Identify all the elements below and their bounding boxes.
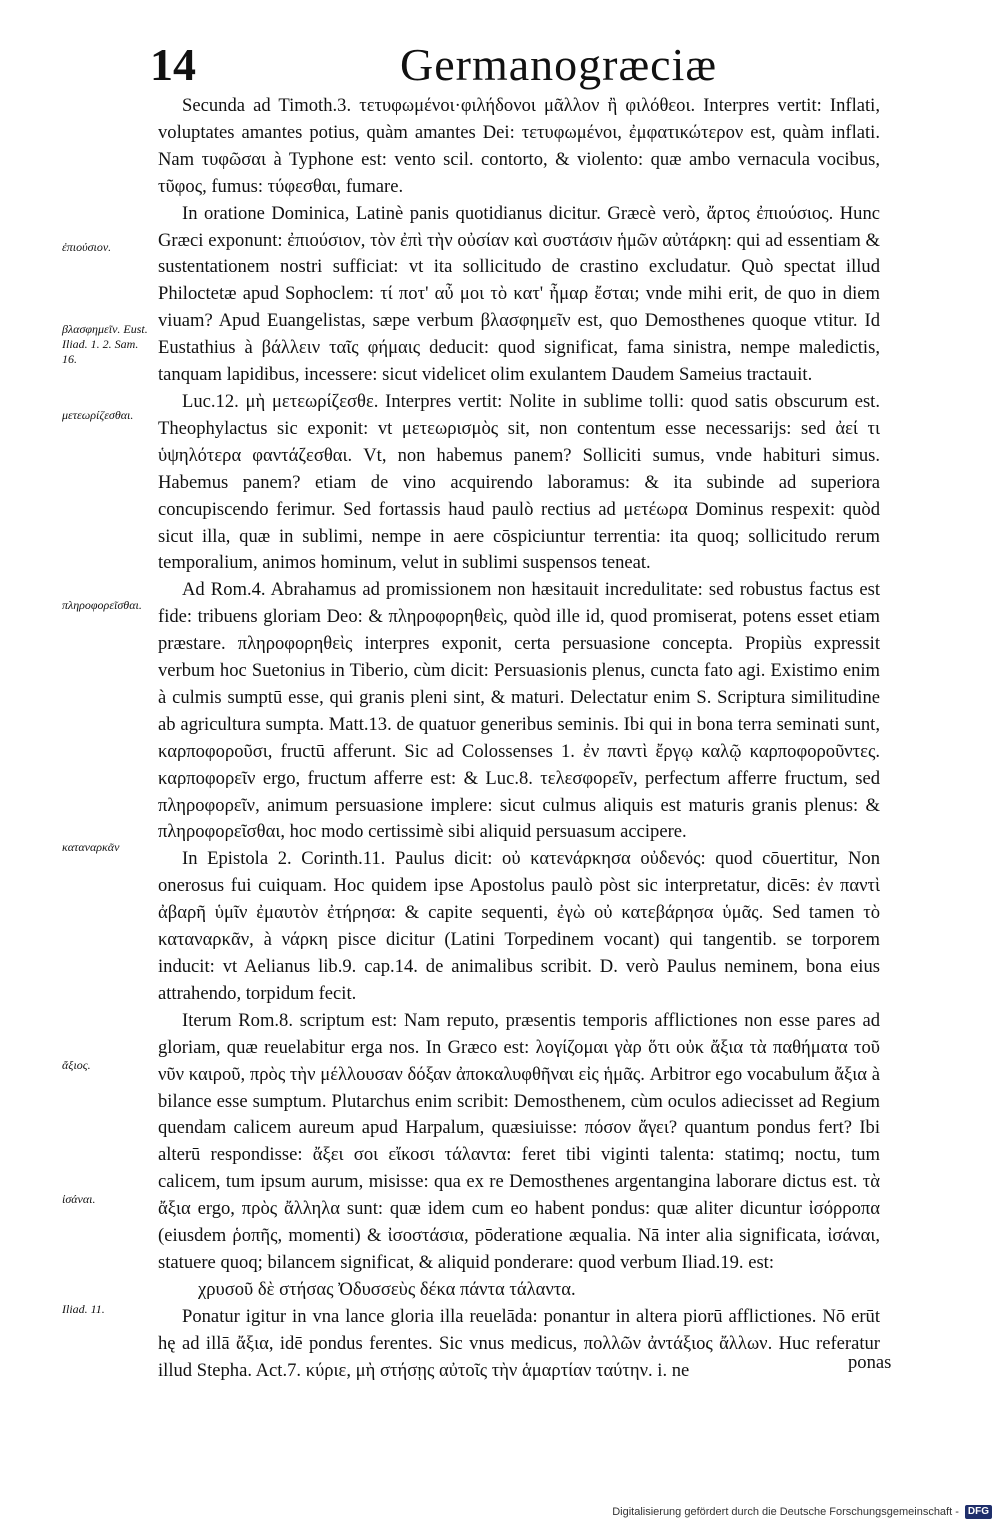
paragraph: Iterum Rom.8. scriptum est: Nam reputo, præsentis temporis afflictiones non esse pares ad gloriam, quæ reuelabitur erga nos. In Græco est: λογίζομαι γὰρ ὅτι οὐκ ἄξια τὰ παθήματα τοῦ νῦν καιροῦ, πρὸς τὴν μέλλουσαν δόξαν ἀποκαλυφθῆναι εἰς ἡμᾶς. Arbitror ego vocabulum ἄξια à bilance esse sumptum. Plutarchus enim scribit: Demosthenem, cùm oculos adiecisset ad Regium quendam calicem aureum apud Harpalum, quæsiuisse: πόσον ἄγει? quantum pondus fert? Ibi alterū respondisse: ἄξει σοι εἴκοσι τάλαντα: feret tibi viginti talenta: statimq; noctu, tum calicem, tum ipsum aurum, misisse: qua ex re Demosthenes argentangina laborare dictus est. τὰ ἄξια ergo, πρὸς ἄλληλα sunt: quæ idem cum eo habent pondus: quæ aliter dicuntur ἰσόρροπα (eiusdem ῥοπῆς, momenti) & ἰσοστάσια, pōderatione æqualia. Nā inter alia significata, ἰσάναι, statuere quoq; bilancem significat, & aliquid ponderare: quod verbum Iliad.19. est: [158,1009,880,1273]
body-text [158,93,880,1385]
credit-text: Digitalisierung gefördert durch die Deutsche Forschungsgemeinschaft - [612,1506,959,1518]
page-number: 14 [150,39,196,90]
catchword: ponas [848,1352,892,1373]
margin-note: βλασφημεῖν. Eust. Iliad. 1. 2. Sam. 16. [62,322,148,366]
paragraph: Luc.12. μὴ μετεωρίζεσθε. Interpres vertit: Nolite in sublime tolli: quod satis obscurum est. Theophylactus sic exponit: vt μετεωρισμὸς sit, non contentum esse necessarijs: sed ἀεί τι ὑψηλότερα φαντάζεσθαι. Vt, non habemus panem? Solliciti sumus, vnde habituri simus. Habemus panem? etiam de vino acquirendo laboramus: & ita subinde ad superiora concupiscendo ferimur. Sed fortassis haud paulò rectius ad μετέωρα Dominus respexit: quòd sicut illa, quæ in sublimi, nempe in aere cōspiciuntur terrentia: ita quoq; sollicitudo rerum temporalium, animos hominum, velut in sublimi suspensos teneat. [158,390,880,574]
paragraph: Secunda ad Timoth.3. τετυφωμένοι·φιλήδονοι μᾶλλον ἢ φιλόθεοι. Interpres vertit: Inflati, voluptates amantes potius, quàm amantes Dei: τετυφωμένοι, ἐμφατικώτερον est, quàm inflati. Nam τυφῶσαι à Typhone est: vento scil. contorto, & violento: quæ ambo vernacula vocibus, τῦφος, fumus: τύφεσθαι, fumare. [158,95,880,197]
verse-quotation: χρυσοῦ δὲ στήσας Ὀδυσσεὺς δέκα πάντα τάλαντα. [198,1278,576,1300]
margin-note: καταναρκᾶν [62,840,120,854]
margin-note: πληροφορεῖσθαι. [62,598,142,612]
running-title: Germanogræciæ [400,39,718,90]
margin-note: ἄξιος. [62,1058,91,1072]
margin-note: μετεωρίζεσθαι. [62,408,134,422]
margin-note: ἰσάναι. [62,1192,96,1206]
dfg-logo-icon: DFG [965,1505,992,1519]
paragraph: In Epistola 2. Corinth.11. Paulus dicit: οὐ κατενάρκησα οὐδενός: quod cōuertitur, Non onerosus fui cuiquam. Hoc quidem ipse Apostolus paulò pòst sic interpretatur, dicēs: ἐν παντὶ ἀβαρῆ ὑμῖν ἐμαυτὸν ἐτήρησα: & capite sequenti, ἐγὼ οὐ κατεβάρησα ὑμᾶς. Sed tamen τὸ καταναρκᾶν, à νάρκη pisce dicitur (Latini Torpedinem vocant) qui tangentib. se torporem inducit: vt Aelianus lib.9. cap.14. de animalibus scribit. D. verò Paulus neminem, bona eius attrahendo, torpidum fecit. [158,848,880,1004]
paragraph: Ad Rom.4. Abrahamus ad promissionem non hæsitauit incredulitate: sed robustus factus est fide: tribuens gloriam Deo: & πληροφορηθεὶς, quòd ille id, quod promiserat, potens esset etiam præstare. πληροφορηθεὶς interpres exponit, certa persuasione concepta. Propiùs expressit verbum hoc Suetonius in Tiberio, cùm dicit: Persuasionis plenus, cuncta fato agi. Existimo enim à culmis sumptū esse, qui granis pleni sint, & maturi. Delectatur enim S. Scriptura similitudine ab agricultura sumpta. Matt.13. de quatuor generibus seminis. Ibi qui in bona terra seminati sunt, καρποφοροῦσι, fructū afferunt. Sic ad Colossenses 1. ἐν παντὶ ἔργῳ καλῷ καρποφοροῦντες. καρποφορεῖν ergo, fructum afferre est: & Luc.8. τελεσφορεῖν, perfectum afferre fructum, sed πληροφορεῖν, animum persuasione implere: sicut culmus aliquis est maturis granis plenus: & πληροφορεῖσθαι, hoc modo certissimè sibi aliquid persuasum accipere. [158,579,880,843]
margin-note: ἐπιούσιον. [62,240,112,254]
margin-note: Iliad. 11. [62,1302,105,1316]
paragraph: Ponatur igitur in vna lance gloria illa reuelāda: ponantur in altera piorū afflictiones. Nō erūt hę ad illā ἄξια, idē pondus ferentes. Sic vnus medicus, πολλῶν ἀντάξιος ἄλλων. Huc referatur illud Stepha. Act.7. κύριε, μὴ στήσῃς αὐτοῖς τὴν ἁμαρτίαν ταύτην. i. ne [158,1305,880,1381]
digitization-credit [582,1503,992,1521]
paragraph: In oratione Dominica, Latinè panis quotidianus dicitur. Græcè verò, ἄρτος ἐπιούσιος. Hunc Græci exponunt: ἐπιούσιον, τὸν ἐπὶ τὴν οὐσίαν καὶ συστάσιν ἡμῶν αὐτάρκη: qui ad essentiam & sustentationem nostri sufficiat: vt ita sollicitudo de crastino excludatur. Quò spectat illud Philoctetæ apud Sophoclem: τί ποτ' αὖ μοι τὸ κατ' ἦμαρ ἔσται; vnde mihi erit, de quo in diem viuam? Apud Euangelistas, sæpe verbum βλασφημεῖν est, quo Demosthenes quoque vtitur. Id Eustathius à βάλλειν ταῖς φήμαις deducit: quod significat, fama sinistra, nempe maledictis, tanquam lapidibus, incessere: sicut videlicet olim exulantem Daudem Sameius tractauit. [158,202,880,386]
